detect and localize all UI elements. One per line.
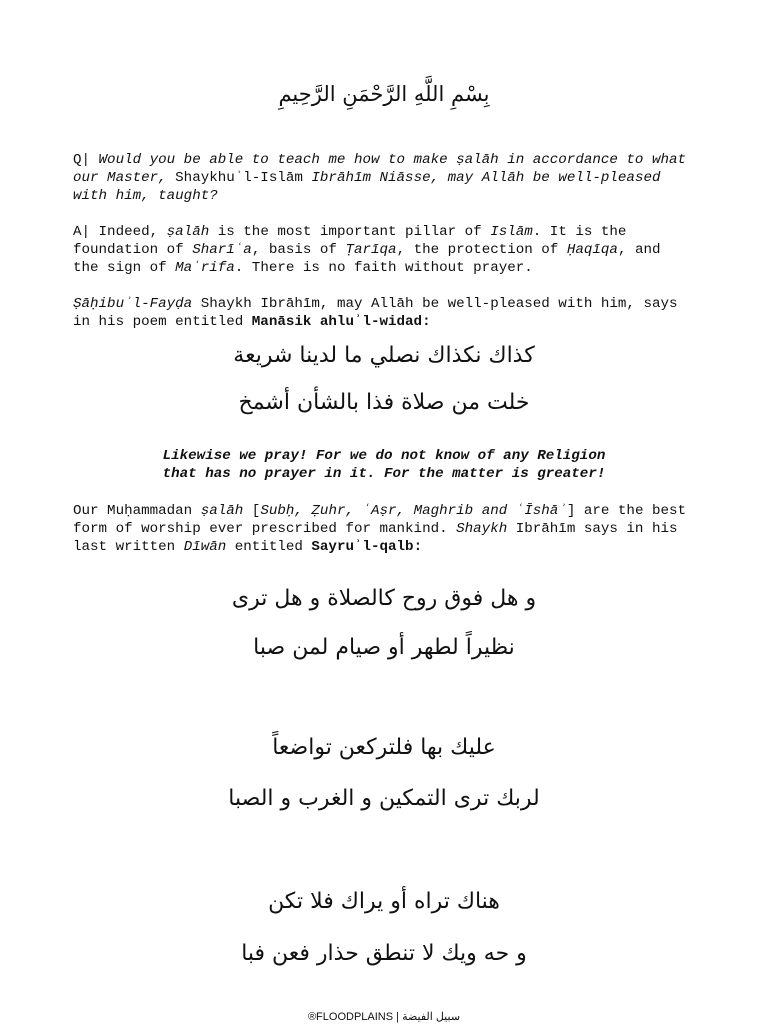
poem2-line2: نظيراً لطهر أو صيام لمن صبا — [253, 635, 515, 660]
basmala-header: بِسْمِ اللَّهِ الرَّحْمَنِ الرَّحِيمِ — [278, 82, 490, 106]
poem2-line5: هناك تراه أو يراك فلا تكن — [268, 889, 500, 914]
footer-credit: ®FLOODPLAINS | سبيل الفيضة — [307, 1011, 461, 1023]
poem2-line6: و حه ويك لا تنطق حذار فعن فبا — [241, 941, 527, 966]
poem1-line2: خلت من صلاة فذا بالشأن أشمخ — [238, 390, 530, 415]
salah-paragraph: Our Muḥammadan ṣalāh [Subḥ, Ẓuhr, ʿAṣr, Maghrib and ʿĪshāʾ] are the best form of worship ever prescribed for mankind. Shaykh Ibrāhīm says in his last written Dīwān entitled Sayruʾl-qalb: — [73, 503, 695, 555]
poem2-line1: و هل فوق روح كالصلاة و هل ترى — [231, 586, 537, 611]
translation-line1: Likewise we pray! For we do not know of any Religion — [162, 448, 606, 464]
answer-paragraph: A| Indeed, ṣalāh is the most important pillar of Islām. It is the foundation of Sharīʿa, basis of Ṭarīqa, the protection of Ḥaqīqa, and the sign of Maʿrifa. There is no faith without prayer. — [73, 224, 670, 276]
poem2-line4: لربك ترى التمكين و الغرب و الصبا — [228, 786, 540, 811]
poem2-line3: عليك بها فلتركعن تواضعاً — [272, 735, 496, 760]
question-paragraph: Q| Would you be able to teach me how to make ṣalāh in accordance to what our Master, Shaykhuʾl-Islām Ibrāhīm Niāsse, may Allāh be well-pleased with him, taught? — [73, 152, 695, 204]
poem1-line1: كذاك نكذاك نصلي ما لدينا شريعة — [233, 343, 535, 368]
poem-intro-paragraph: Ṣāḥibuʾl-Fayḍa Shaykh Ibrāhīm, may Allāh be well-pleased with him, says in his poem entitled Manāsik ahluʾl-widad: — [73, 296, 687, 330]
translation-line2: that has no prayer in it. For the matter is greater! — [162, 466, 606, 482]
